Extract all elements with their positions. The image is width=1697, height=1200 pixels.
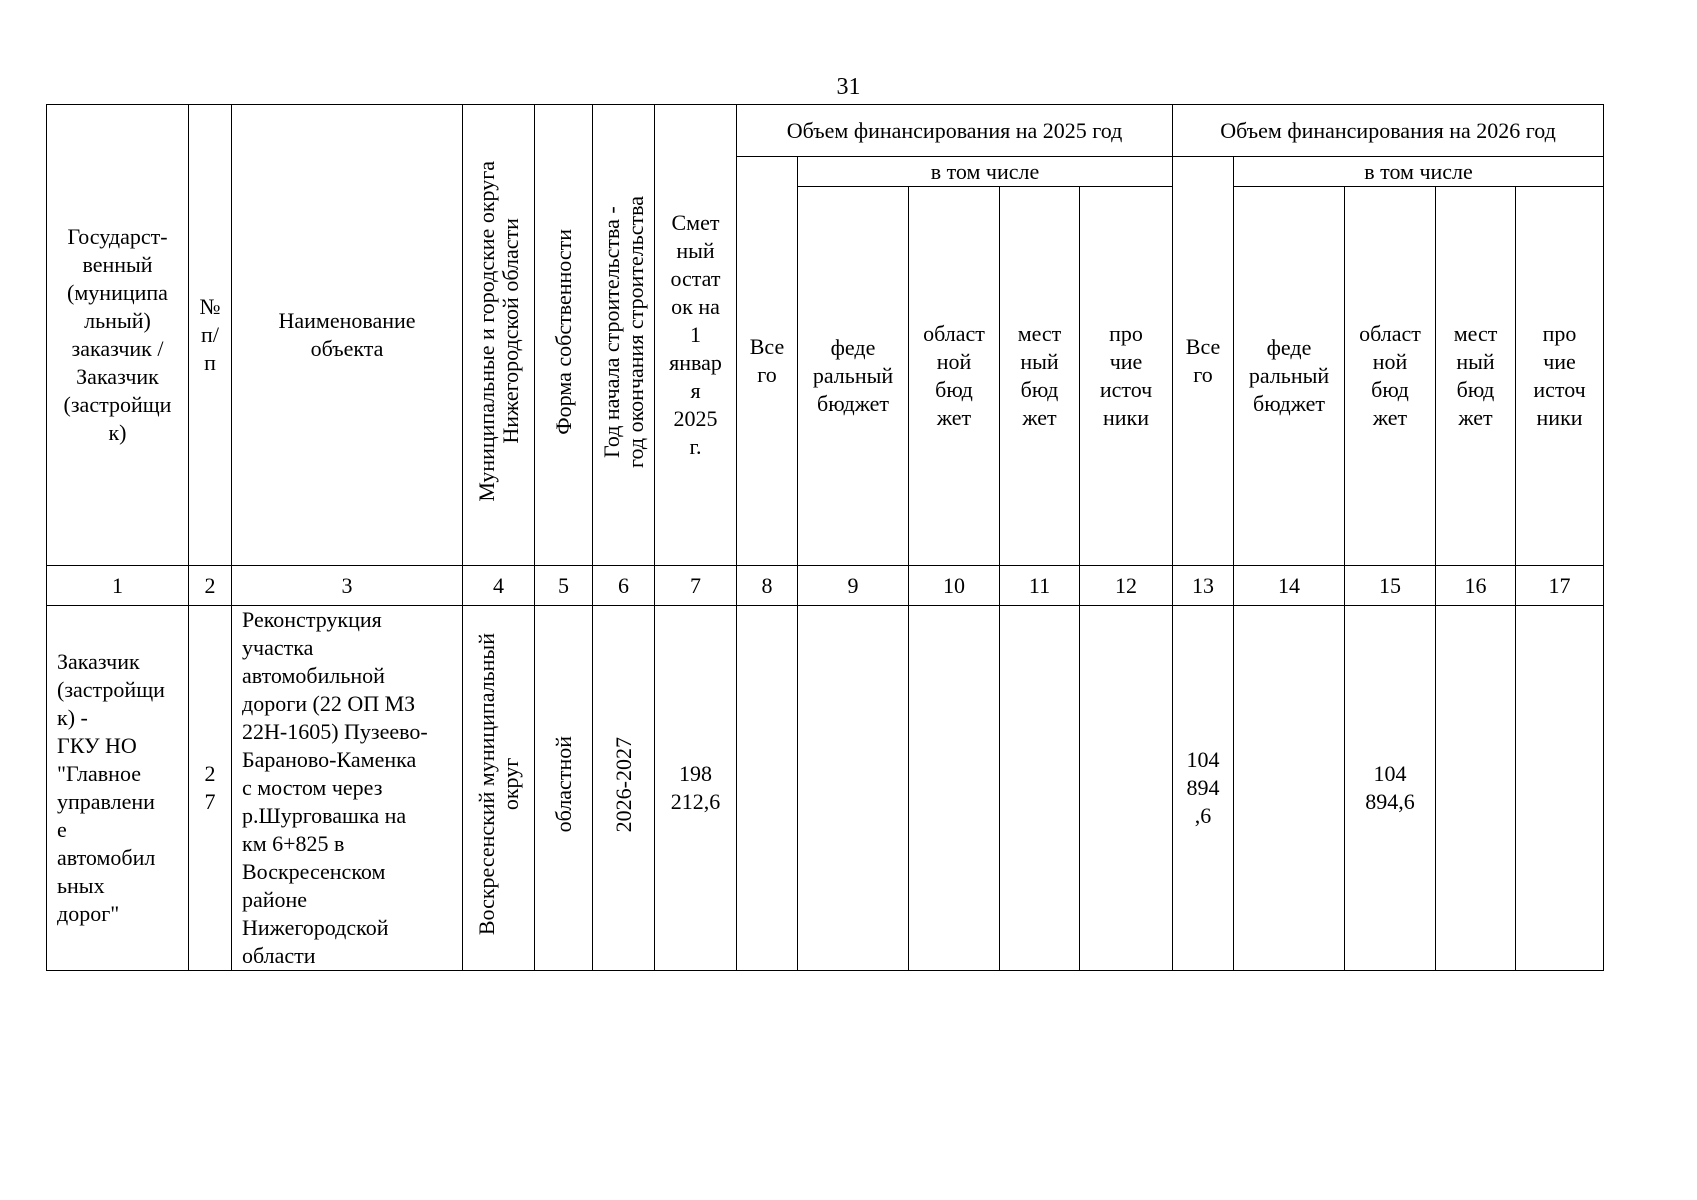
header-municipality: Муниципальные и городские округа Нижегородской области <box>463 105 535 566</box>
column-number: 15 <box>1345 566 1436 606</box>
header-years: Год начала строительства - год окончания строительства <box>593 105 655 566</box>
column-number: 6 <box>593 566 655 606</box>
cell-customer: Заказчик (застройщи к) - ГКУ НО "Главное управлени е автомобил ьных дорог" <box>47 606 189 971</box>
column-number: 16 <box>1436 566 1516 606</box>
table-row <box>47 606 1604 971</box>
cell-2026-total: 104 894 ,6 <box>1173 606 1234 971</box>
column-number: 17 <box>1516 566 1604 606</box>
column-number: 1 <box>47 566 189 606</box>
header-customer: Государст- венный (муниципа льный) заказчик / Заказчик (застройщи к) <box>47 105 189 566</box>
header-2026-including: в том числе <box>1234 157 1604 187</box>
cell-2026-regional: 104 894,6 <box>1345 606 1436 971</box>
column-number: 7 <box>655 566 737 606</box>
header-num: № п/ п <box>189 105 232 566</box>
cell-2025-local <box>1000 606 1080 971</box>
cell-ownership: областной <box>535 606 593 971</box>
page-number: 31 <box>836 74 861 100</box>
column-number: 10 <box>909 566 1000 606</box>
column-numbers-row <box>47 566 1604 606</box>
cell-2026-local <box>1436 606 1516 971</box>
header-2025-local: мест ный бюд жет <box>1000 187 1080 566</box>
cell-num: 2 7 <box>189 606 232 971</box>
cell-municipality: Воскресенский муниципальный округ <box>463 606 535 971</box>
header-estimated-balance: Смет ный остат ок на 1 январ я 2025 г. <box>655 105 737 566</box>
header-2025-federal: феде ральный бюджет <box>798 187 909 566</box>
column-number: 8 <box>737 566 798 606</box>
cell-2025-federal <box>798 606 909 971</box>
cell-object-name: Реконструкция участка автомобильной дороги (22 ОП МЗ 22Н-1605) Пузеево- Бараново-Каменка с мостом через р.Шурговашка на км 6+825 в Воскресенском районе Нижегородской области <box>232 606 463 971</box>
header-financing-2026: Объем финансирования на 2026 год <box>1173 105 1604 157</box>
cell-2026-other <box>1516 606 1604 971</box>
cell-estimated-balance: 198 212,6 <box>655 606 737 971</box>
cell-2025-regional <box>909 606 1000 971</box>
header-2026-regional: област ной бюд жет <box>1345 187 1436 566</box>
cell-years: 2026-2027 <box>593 606 655 971</box>
header-financing-2025: Объем финансирования на 2025 год <box>737 105 1173 157</box>
header-2025-other: про чие источ ники <box>1080 187 1173 566</box>
column-number: 13 <box>1173 566 1234 606</box>
header-row-1 <box>47 105 1604 157</box>
header-2026-local: мест ный бюд жет <box>1436 187 1516 566</box>
header-object-name: Наименование объекта <box>232 105 463 566</box>
financing-table <box>46 104 1604 971</box>
header-ownership: Форма собственности <box>535 105 593 566</box>
header-2025-regional: област ной бюд жет <box>909 187 1000 566</box>
header-2026-other: про чие источ ники <box>1516 187 1604 566</box>
column-number: 9 <box>798 566 909 606</box>
cell-2025-other <box>1080 606 1173 971</box>
cell-2025-total <box>737 606 798 971</box>
column-number: 11 <box>1000 566 1080 606</box>
column-number: 4 <box>463 566 535 606</box>
column-number: 3 <box>232 566 463 606</box>
header-2026-federal: феде ральный бюджет <box>1234 187 1345 566</box>
header-2025-total: Все го <box>737 157 798 566</box>
header-2025-including: в том числе <box>798 157 1173 187</box>
column-number: 2 <box>189 566 232 606</box>
column-number: 12 <box>1080 566 1173 606</box>
cell-2026-federal <box>1234 606 1345 971</box>
column-number: 14 <box>1234 566 1345 606</box>
column-number: 5 <box>535 566 593 606</box>
header-2026-total: Все го <box>1173 157 1234 566</box>
